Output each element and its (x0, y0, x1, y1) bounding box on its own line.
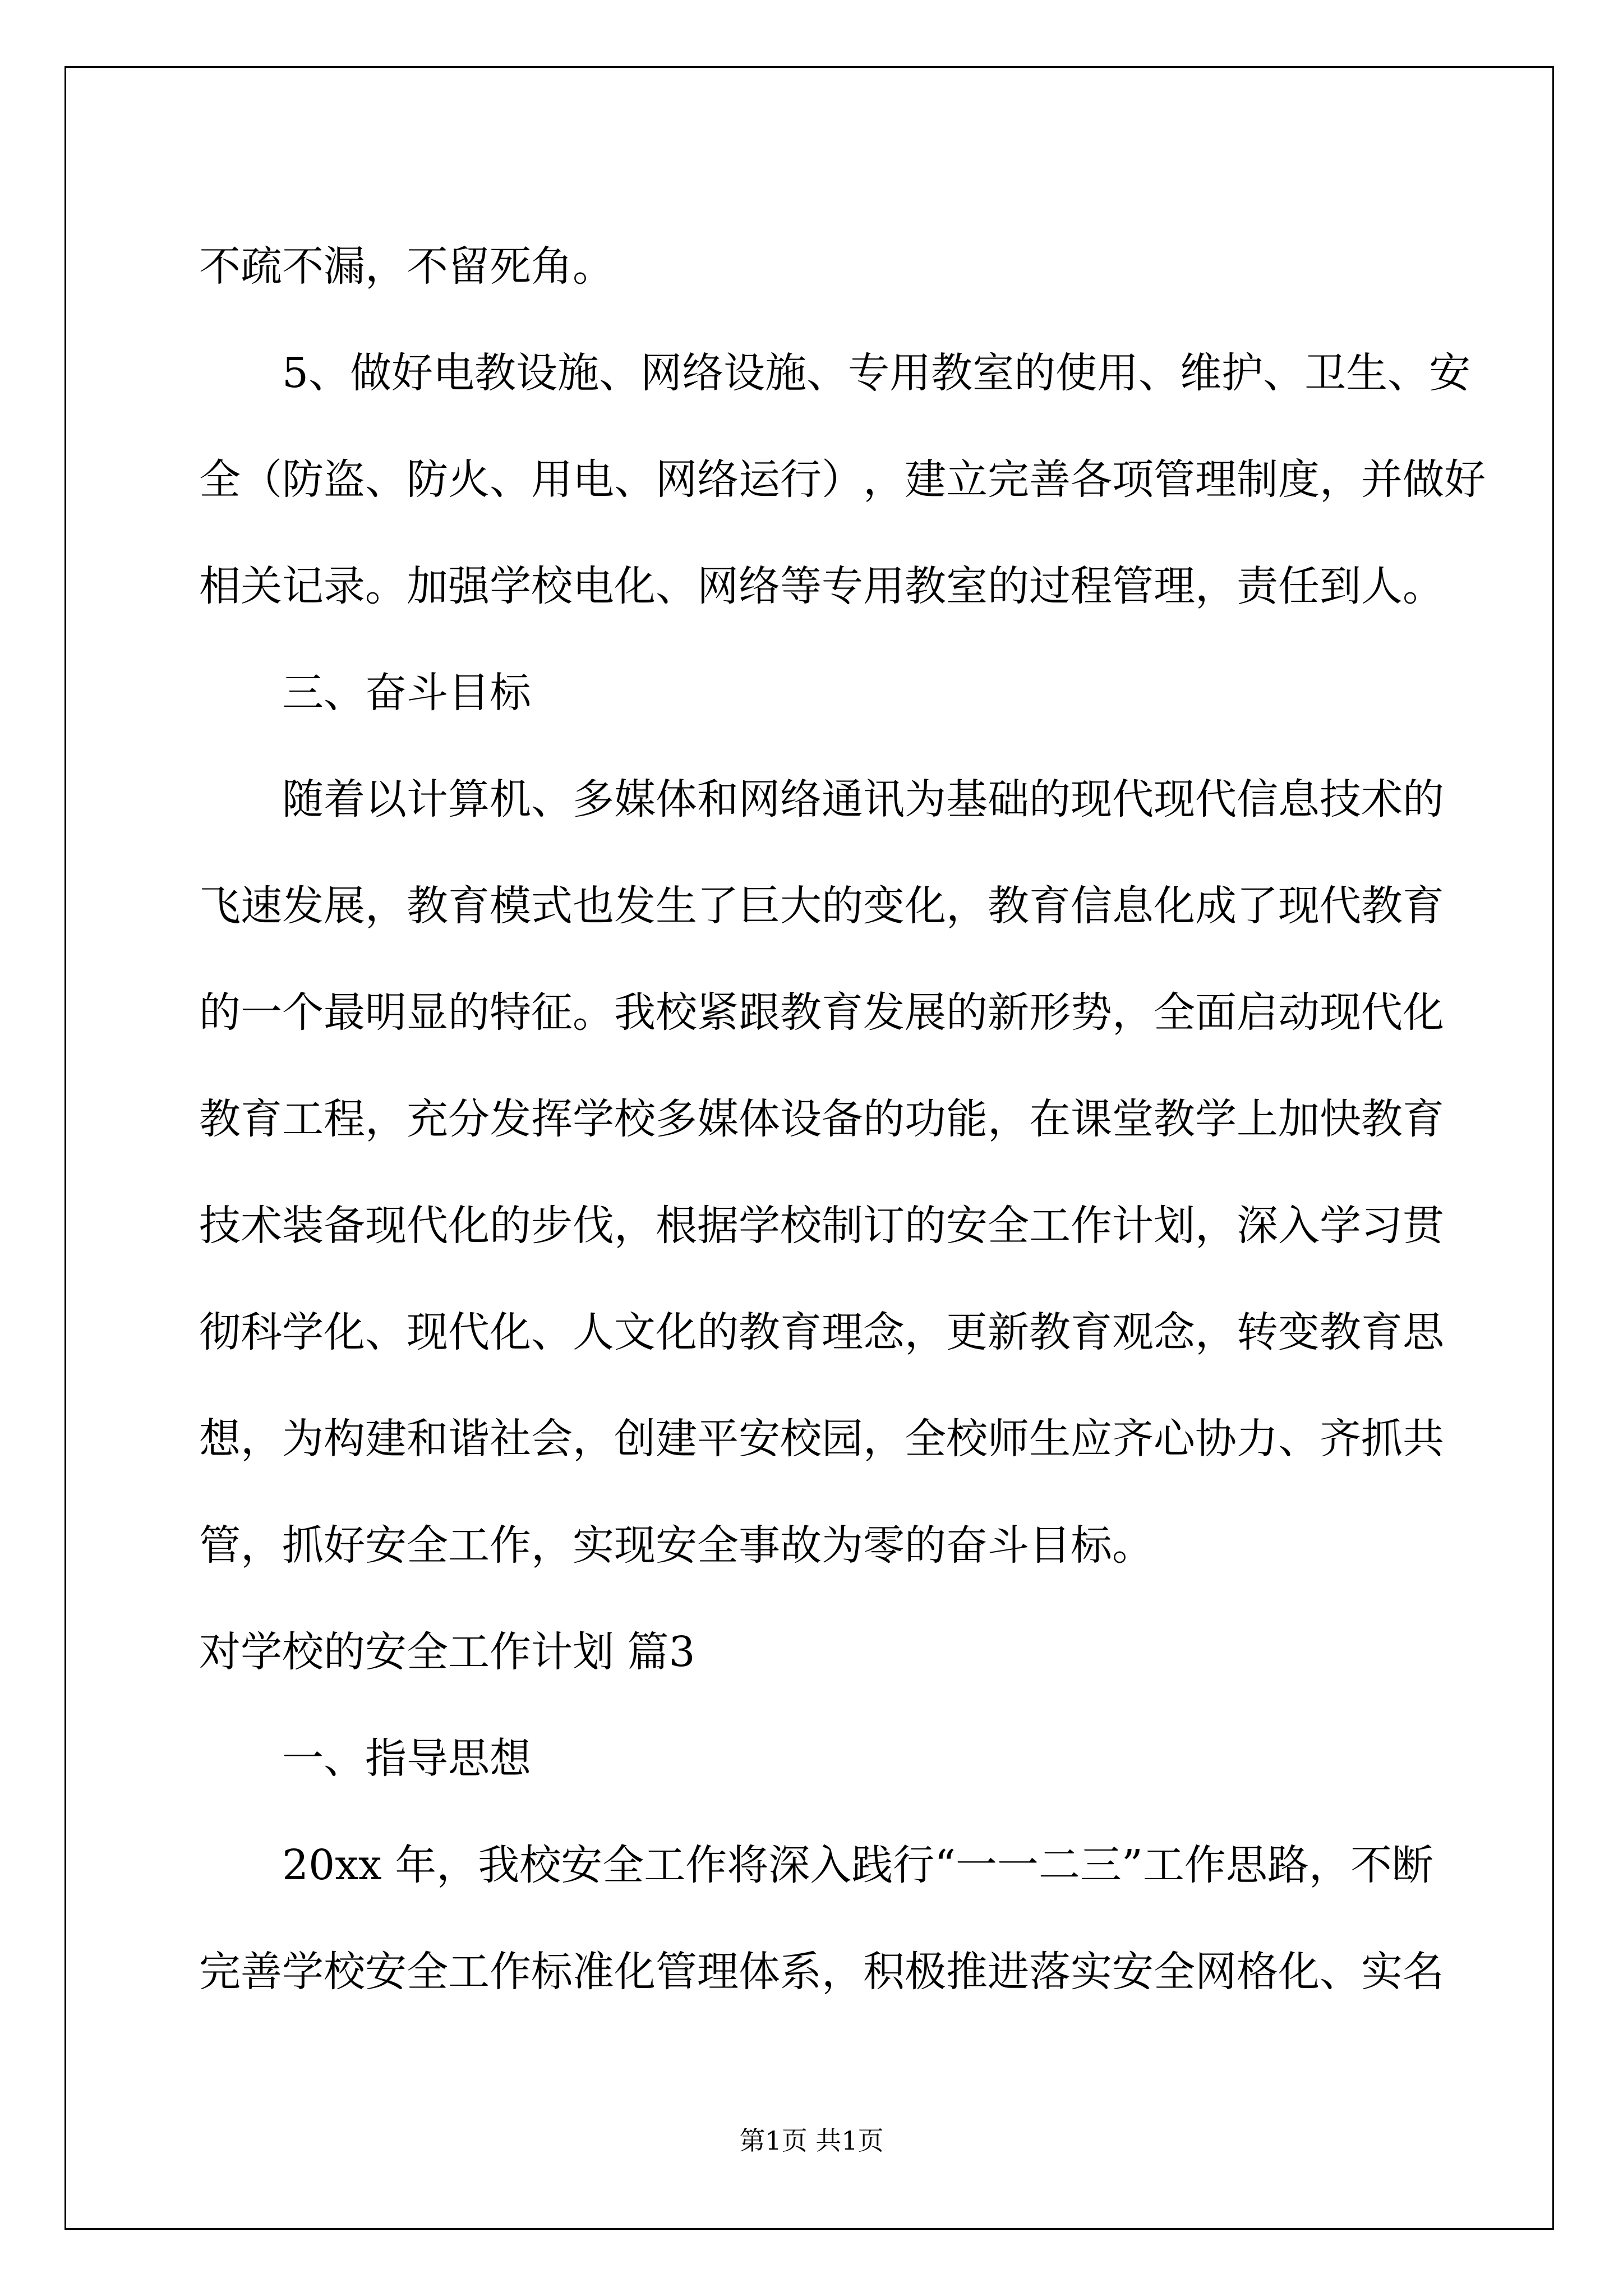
text-line: 随 着 以 计 算 机 、 多 媒 体 和 网 络 通 讯 为 基 础 的 现 代 现 代 信 息 技 术 的 (282, 775, 1444, 823)
text-line: 不疏不漏，不留死角。 (199, 242, 614, 291)
text-line: 2 0 x x 年 ， 我 校 安 全 工 作 将 深 入 践 行 “ 一 一 二 三 ” 工 作 思 路 ， 不 断 (282, 1841, 1433, 1889)
text-line: 三、奋斗目标 (282, 669, 531, 717)
text-line: 全 （ 防 盗 、 防 火 、 用 电 、 网 络 运 行 ） ， 建 立 完 善 各 项 管 理 制 度 ， 并 做 好 (199, 455, 1486, 504)
document-body (199, 213, 1486, 2025)
text-line: 完 善 学 校 安 全 工 作 标 准 化 管 理 体 系 ， 积 极 推 进 落 实 安 全 网 格 化 、 实 名 (199, 1948, 1444, 1996)
text-line: 管，抓好安全工作，实现安全事故为零的奋斗目标。 (199, 1521, 1154, 1570)
text-line: 的 一 个 最 明 显 的 特 征 。 我 校 紧 跟 教 育 发 展 的 新 形 势 ， 全 面 启 动 现 代 化 (199, 988, 1444, 1037)
text-line: 5 、 做 好 电 教 设 施 、 网 络 设 施 、 专 用 教 室 的 使 用 、 维 护 、 卫 生 、 安 (282, 349, 1471, 397)
text-line: 对学校的安全工作计划 篇3 (199, 1628, 695, 1676)
text-line: 一、指导思想 (282, 1734, 531, 1783)
page-footer: 第1页 共1页 (739, 2125, 884, 2156)
text-line: 想 ， 为 构 建 和 谐 社 会 ， 创 建 平 安 校 园 ， 全 校 师 生 应 齐 心 协 力 、 齐 抓 共 (199, 1415, 1444, 1463)
text-line: 教 育 工 程 ， 充 分 发 挥 学 校 多 媒 体 设 备 的 功 能 ， 在 课 堂 教 学 上 加 快 教 育 (199, 1095, 1444, 1143)
text-line: 技 术 装 备 现 代 化 的 步 伐 ， 根 据 学 校 制 订 的 安 全 工 作 计 划 ， 深 入 学 习 贯 (199, 1202, 1444, 1250)
text-line: 相 关 记 录 。 加 强 学 校 电 化 、 网 络 等 专 用 教 室 的 过 程 管 理 ， 责 任 到 人 。 (199, 562, 1444, 610)
text-line: 飞 速 发 展 ， 教 育 模 式 也 发 生 了 巨 大 的 变 化 ， 教 育 信 息 化 成 了 现 代 教 育 (199, 882, 1444, 930)
text-line: 彻 科 学 化 、 现 代 化 、 人 文 化 的 教 育 理 念 ， 更 新 教 育 观 念 ， 转 变 教 育 思 (199, 1308, 1444, 1356)
